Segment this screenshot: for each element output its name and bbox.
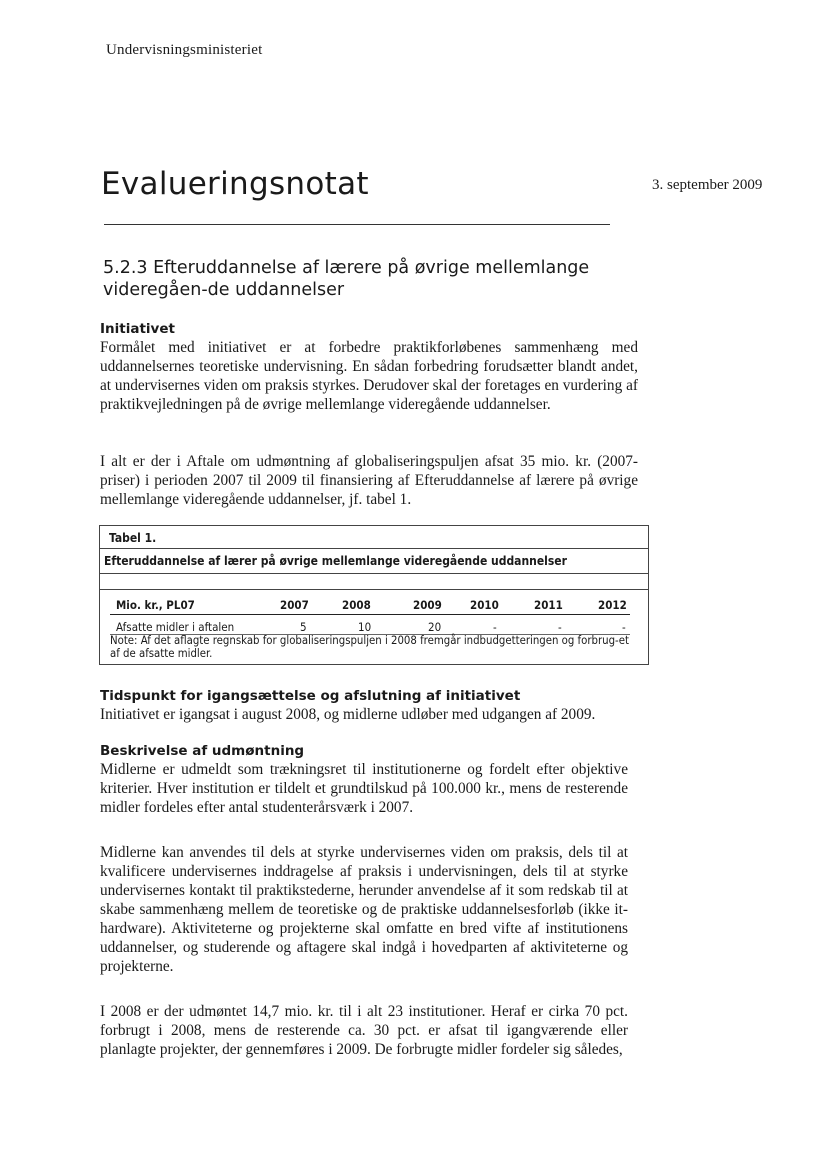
table-rule-3 bbox=[100, 589, 648, 590]
beskrivelse-paragraph-3: I 2008 er der udmøntet 14,7 mio. kr. til i alt 23 institutioner. Heraf er cirka 70 pct. forbrugt i 2008, mens de resterende ca. 30 pct. er afsat til igangværende eller planlagte projekter, der gennemføres i 2009. De forbrugte midler fordeler sig således, bbox=[100, 1003, 628, 1058]
table-header-label: Mio. kr., PL07 bbox=[116, 598, 195, 612]
beskrivelse-paragraph-2: Midlerne kan anvendes til dels at styrke undervisernes viden om praksis, dels til at kvalificere undervisernes inddragelse af praksis i undervisningen, dels til at styrke undervisernes kontakt til praktikstederne, herunder anvendelse af it som redskab til at skabe sammenhæng mellem de teoretiske og de praktiske uddannelsesforløb (ikke it-hardware). Aktiviteterne og projekterne skal omfatte en bred vifte af institutionens uddannelser, og studerende og aftagere skal indgå i hovedparten af aktiviteterne og projekterne. bbox=[100, 844, 628, 975]
beskrivelse-paragraph-1: Midlerne er udmeldt som trækningsret til institutionerne og fordelt efter objektive kriterier. Hver institution er tildelt et grundtilskud på 100.000 kr., mens de resterende midler fordeles efter antal studenterårsværk i 2007. bbox=[100, 761, 628, 816]
table-header-2011: 2011 bbox=[534, 598, 563, 612]
table-label: Tabel 1. bbox=[109, 531, 157, 545]
table-1 bbox=[99, 525, 649, 665]
table-header-line bbox=[110, 614, 630, 615]
table-rule-2 bbox=[100, 573, 648, 574]
table-cell-2011: - bbox=[558, 620, 562, 634]
beskrivelse-heading: Beskrivelse af udmøntning bbox=[100, 743, 305, 759]
table-header-2008: 2008 bbox=[342, 598, 371, 612]
table-cell-2008: 10 bbox=[358, 620, 372, 634]
table-cell-2012: - bbox=[622, 620, 626, 634]
tidspunkt-paragraph: Initiativet er igangsat i august 2008, og midlerne udløber med udgangen af 2009. bbox=[100, 706, 596, 723]
ministry-name: Undervisningsministeriet bbox=[106, 42, 263, 58]
table-cell-2007: 5 bbox=[300, 620, 307, 634]
table-note: Note: Af det aflagte regnskab for globaliseringspuljen i 2008 fremgår indbudgetteringen og forbrug-et af de afsatte midler. bbox=[110, 634, 629, 660]
table-cell-label: Afsatte midler i aftalen bbox=[116, 620, 235, 634]
table-header-2009: 2009 bbox=[413, 598, 442, 612]
table-header-2007: 2007 bbox=[280, 598, 309, 612]
title-divider bbox=[104, 224, 610, 225]
table-cell-2009: 20 bbox=[428, 620, 442, 634]
initiativ-paragraph-1: Formålet med initiativet er at forbedre praktikforløbenes sammenhæng med uddannelsernes teoretiske undervisning. En sådan forbedring forudsætter blandt andet, at undervisernes viden om praksis styrkes. Derudover skal der foretages en vurdering af praktikvejledningen på de øvrige mellemlange videregående uddannelser. bbox=[100, 339, 638, 413]
table-header-2012: 2012 bbox=[598, 598, 627, 612]
tidspunkt-heading: Tidspunkt for igangsættelse og afslutning af initiativet bbox=[100, 688, 521, 704]
document-title: Evalueringsnotat bbox=[101, 166, 369, 202]
table-header-2010: 2010 bbox=[470, 598, 499, 612]
table-rule-1 bbox=[100, 548, 648, 549]
section-heading: 5.2.3 Efteruddannelse af lærere på øvrige mellemlange videregåen-de uddannelser bbox=[103, 258, 590, 300]
initiativ-heading: Initiativet bbox=[100, 321, 175, 337]
initiativ-paragraph-2: I alt er der i Aftale om udmøntning af globaliseringspuljen afsat 35 mio. kr. (2007-priser) i perioden 2007 til 2009 til finansiering af Efteruddannelse af lærere på øvrige mellemlange videregående uddannelser, jf. tabel 1. bbox=[100, 453, 638, 508]
document-date: 3. september 2009 bbox=[652, 177, 763, 193]
table-caption: Efteruddannelse af lærer på øvrige mellemlange videregående uddannelser bbox=[104, 554, 567, 568]
table-cell-2010: - bbox=[493, 620, 497, 634]
